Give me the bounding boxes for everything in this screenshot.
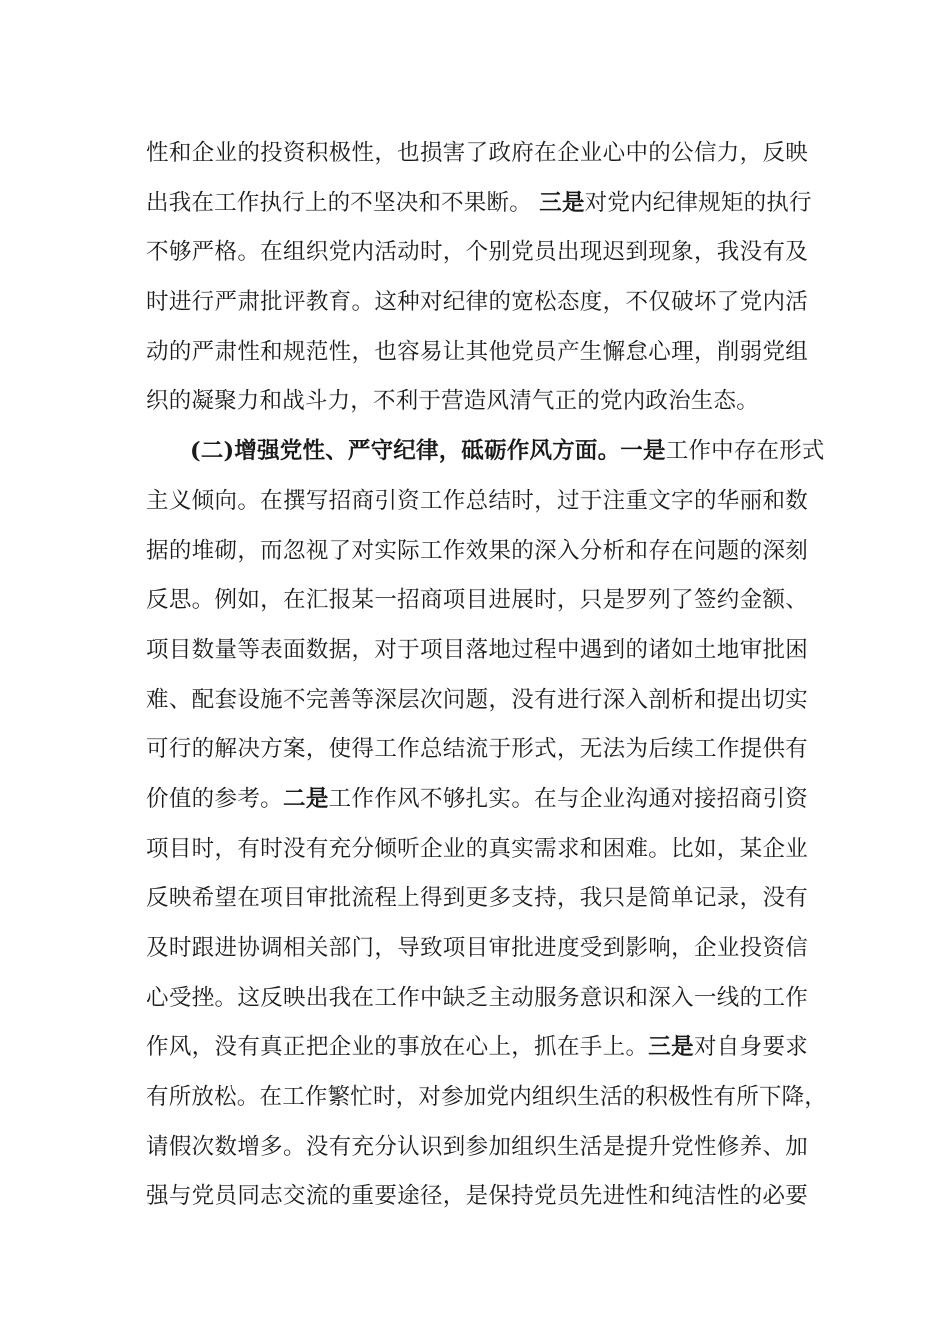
text-segment: 不够严格。在组织党内活动时，个别党员出现迟到现象，我没有及: [146, 239, 808, 266]
text-segment: 难、配套设施不完善等深层次问题，没有进行深入剖析和提出切实: [146, 686, 808, 713]
bold-text-segment: 三是: [648, 1034, 694, 1061]
text-line: [146, 527, 808, 577]
text-segment: 项目数量等表面数据，对于项目落地过程中遇到的诸如土地审批困: [146, 636, 808, 663]
paragraph-p2: [146, 427, 828, 1222]
text-line: [146, 1023, 808, 1073]
bold-text-segment: (二)增强党性、严守纪律，砥砺作风方面。一是: [190, 438, 666, 465]
text-segment: 作风，没有真正把企业的事放在心上，抓在手上。: [146, 1034, 649, 1061]
text-line: [146, 924, 808, 974]
text-line: [146, 377, 808, 427]
text-segment: 对自身要求: [693, 1034, 808, 1061]
text-line: [146, 775, 808, 825]
text-segment: 心受挫。这反映出我在工作中缺乏主动服务意识和深入一线的工作: [146, 984, 808, 1011]
text-line: [146, 576, 808, 626]
text-line: [146, 676, 808, 726]
paragraph-p1: [146, 129, 812, 427]
text-line: [146, 427, 825, 477]
text-segment: 反思。例如，在汇报某一招商项目进展时，只是罗列了签约金额、: [146, 587, 808, 614]
text-line: [146, 825, 808, 875]
text-line: [146, 328, 808, 378]
text-line: [146, 179, 812, 229]
text-segment: 性和企业的投资积极性，也损害了政府在企业心中的公信力，反映: [146, 140, 808, 166]
text-line: [146, 725, 808, 775]
text-segment: 织的凝聚力和战斗力，不利于营造风清气正的党内政治生态。: [146, 388, 759, 415]
text-segment: 对党内纪律规矩的执行: [584, 189, 812, 216]
text-line: [146, 278, 808, 328]
text-line: [146, 874, 808, 924]
text-segment: 可行的解决方案，使得工作总结流于形式，无法为后续工作提供有: [146, 736, 808, 763]
text-segment: 出我在工作执行上的不坚决和不果断。: [146, 189, 540, 216]
text-segment: 有所放松。在工作繁忙时，对参加党内组织生活的积极性有所下降，: [146, 1084, 828, 1111]
text-line: [146, 1123, 808, 1173]
text-segment: 据的堆砌，而忽视了对实际工作效果的深入分析和存在问题的深刻: [146, 537, 808, 564]
text-segment: 价值的参考。: [146, 785, 283, 812]
text-line: [146, 626, 808, 676]
text-line: [146, 129, 808, 179]
text-segment: 请假次数增多。没有充分认识到参加组织生活是提升党性修养、加: [146, 1133, 808, 1160]
bold-text-segment: 三是: [539, 189, 585, 216]
text-segment: 动的严肃性和规范性，也容易让其他党员产生懈怠心理，削弱党组: [146, 338, 808, 365]
bold-text-segment: 二是: [283, 785, 329, 812]
text-line: [146, 974, 808, 1024]
text-segment: 反映希望在项目审批流程上得到更多支持，我只是简单记录，没有: [146, 885, 808, 912]
text-segment: 强与党员同志交流的重要途径，是保持党员先进性和纯洁性的必要: [146, 1183, 808, 1210]
text-segment: 主义倾向。在撰写招商引资工作总结时，过于注重文字的华丽和数: [146, 487, 808, 514]
document-body: [146, 129, 828, 1222]
text-segment: 项目时，有时没有充分倾听企业的真实需求和困难。比如，某企业: [146, 835, 808, 862]
text-segment: 工作作风不够扎实。在与企业沟通对接招商引资: [328, 785, 809, 812]
text-line: [146, 477, 808, 527]
text-segment: 及时跟进协调相关部门，导致项目审批进度受到影响，企业投资信: [146, 935, 808, 961]
text-line: [146, 1073, 828, 1123]
text-segment: 时进行严肃批评教育。这种对纪律的宽松态度，不仅破坏了党内活: [146, 289, 808, 316]
text-line: [146, 228, 808, 278]
text-segment: 工作中存在形式: [665, 438, 825, 465]
text-line: [146, 1172, 808, 1222]
